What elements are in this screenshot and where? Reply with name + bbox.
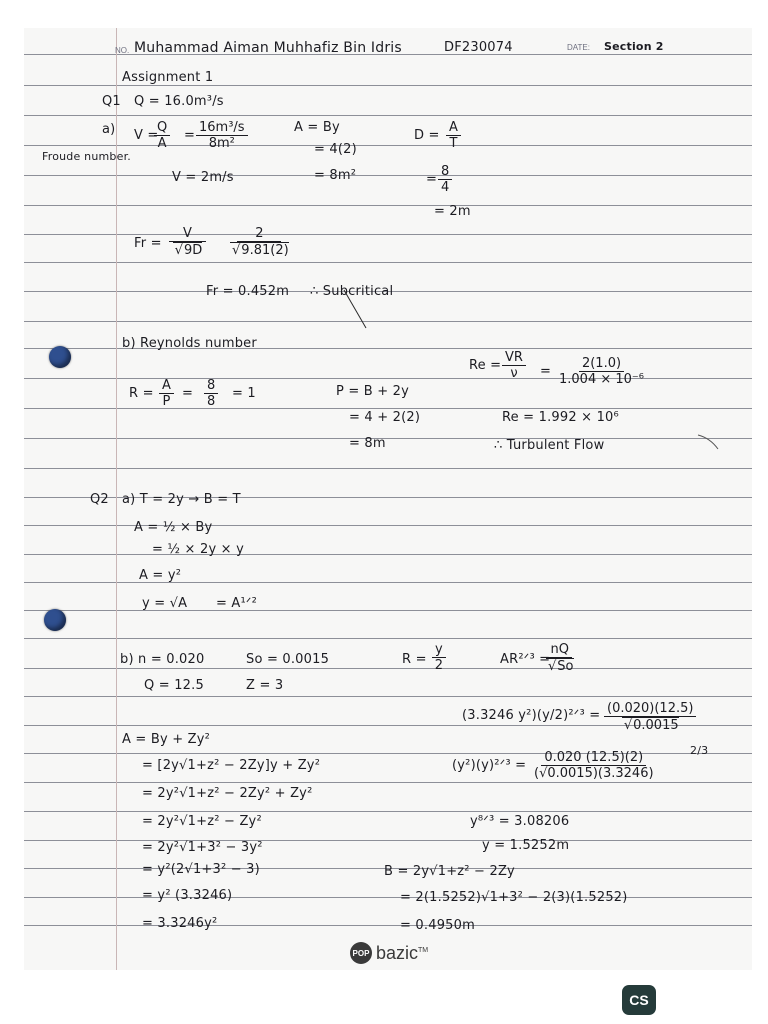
perimeter-substitution: = 4 + 2(2) <box>349 410 421 425</box>
ruled-line <box>24 175 752 176</box>
student-name: Muhammad Aiman Muhhafiz Bin Idris <box>134 40 402 56</box>
q2b-manning-denominator: √ So <box>546 658 574 674</box>
q2b-side-slope: Z = 3 <box>246 678 284 693</box>
area-line-8: = 3.3246y² <box>142 916 218 931</box>
ruled-line <box>24 610 752 611</box>
q2b-radius-numerator: y <box>432 642 446 658</box>
reynolds-vr-value: 2(1.0) <box>579 356 624 372</box>
area-value: 8m² <box>208 136 235 151</box>
reynolds-lhs: Re = <box>469 358 502 373</box>
depth-fraction-values <box>438 164 452 195</box>
froude-depth-value: √ 9.81(2) <box>230 242 289 258</box>
q2b-given1: b) n = 0.020 <box>120 652 205 667</box>
notebook-page <box>24 28 752 970</box>
kinematic-viscosity: 1.004 × 10⁻⁶ <box>559 372 644 387</box>
depth-denominator: T <box>449 136 458 151</box>
student-id: DF230074 <box>444 40 513 55</box>
velocity-numerator: Q <box>154 120 170 136</box>
q2b-substitution2-denominator: (√0.0015)(3.3246) <box>534 766 654 781</box>
no-label: NO. <box>115 46 130 55</box>
ruled-line <box>24 668 752 669</box>
depth-fraction <box>446 120 461 151</box>
perimeter-result: = 8m <box>349 436 386 451</box>
ruled-line <box>24 638 752 639</box>
q2b-y-power: y⁸ᐟ³ = 3.08206 <box>470 814 570 829</box>
radius-result: = 1 <box>232 386 256 401</box>
radius-lhs: R = <box>129 386 154 401</box>
ruled-line <box>24 582 752 583</box>
ruled-line <box>24 145 752 146</box>
ruled-line <box>24 321 752 322</box>
margin-line <box>116 28 117 970</box>
ruled-line <box>24 205 752 206</box>
brand-name <box>376 943 428 964</box>
q2b-manning-fraction <box>546 642 574 674</box>
q2a-line3: = ½ × 2y × y <box>152 542 244 557</box>
brand-wordmark: bazic <box>376 942 419 963</box>
trademark-mark: TM <box>418 946 429 954</box>
reynolds-numerator: VR <box>502 350 526 366</box>
depth-equals: = <box>426 172 438 187</box>
froude-fraction-values <box>230 226 289 258</box>
radius-perimeter-value: 8 <box>207 394 216 409</box>
pen-stroke <box>696 432 722 452</box>
q2b-substitution1-denominator: √ 0.0015 <box>622 717 679 733</box>
ruled-line <box>24 85 752 86</box>
area-formula: A = By <box>294 120 340 135</box>
froude-fraction <box>169 226 206 258</box>
q2a-line5b: = A¹ᐟ² <box>216 596 258 611</box>
width-line-2: = 2(1.5252)√1+3² − 2(3)(1.5252) <box>400 890 628 905</box>
velocity-fraction <box>154 120 170 151</box>
area-line-4: = 2y²√1+z² − Zy² <box>142 814 262 829</box>
depth-lhs: D = <box>414 128 440 143</box>
q2b-slope: So = 0.0015 <box>246 652 330 667</box>
perimeter-formula: P = B + 2y <box>336 384 410 399</box>
q2a-line5: y = √A <box>142 596 188 611</box>
q1-given: Q = 16.0m³/s <box>134 94 224 109</box>
area-line-1: A = By + Zy² <box>122 732 211 747</box>
date-label: DATE: <box>567 43 590 52</box>
reynolds-result: Re = 1.992 × 10⁶ <box>502 410 619 425</box>
q2b-substitution2-fraction <box>534 750 654 781</box>
area-line-3: = 2y²√1+z² − 2Zy² + Zy² <box>142 786 313 801</box>
velocity-fraction-values <box>196 120 248 151</box>
ruled-line <box>24 438 752 439</box>
reynolds-denominator: ν <box>510 366 518 381</box>
q1b-label: b) Reynolds number <box>122 336 257 351</box>
flow-regime: ∴ Subcritical <box>310 284 394 299</box>
ruled-line <box>24 262 752 263</box>
ruled-line <box>24 554 752 555</box>
depth-numerator: A <box>446 120 461 136</box>
area-line-2: = [2y√1+z² − 2Zy]y + Zy² <box>142 758 321 773</box>
pop-badge: POP <box>350 942 372 964</box>
depth-top-width: 4 <box>441 180 450 195</box>
velocity-lhs: V = <box>134 128 159 143</box>
radius-numerator: A <box>159 378 174 394</box>
width-line-3: = 0.4950m <box>400 918 475 933</box>
q2a-line2: A = ½ × By <box>134 520 213 535</box>
q2b-given2: Q = 12.5 <box>144 678 204 693</box>
area-line-5: = 2y²√1+3² − 3y² <box>142 840 263 855</box>
q2b-manning-numerator: nQ <box>548 642 572 658</box>
q2b-substitution2-numerator: 0.020 (12.5)(2) <box>541 750 646 766</box>
q2b-substitution2-lhs: (y²)(y)²ᐟ³ = <box>452 758 527 773</box>
date-value: Section 2 <box>604 40 664 53</box>
velocity-denominator: A <box>157 136 167 151</box>
q2b-radius-denominator: 2 <box>434 658 443 673</box>
camscanner-badge: CS <box>622 985 656 1015</box>
ruled-line <box>24 897 752 898</box>
area-substitution: = 4(2) <box>314 142 357 157</box>
radius-area-value: 8 <box>204 378 218 394</box>
ruled-line <box>24 840 752 841</box>
froude-lhs: Fr = <box>134 236 162 251</box>
q2b-manning-lhs: AR²ᐟ³ = <box>500 652 551 667</box>
radius-fraction <box>159 378 174 409</box>
radius-fraction-values <box>204 378 218 409</box>
pen-stroke <box>342 288 372 332</box>
assignment-title: Assignment 1 <box>122 70 214 85</box>
ruled-line <box>24 925 752 926</box>
area-line-7: = y² (3.3246) <box>142 888 233 903</box>
reynolds-fraction <box>502 350 526 381</box>
q2-label: Q2 <box>90 492 109 507</box>
flow-type: ∴ Turbulent Flow <box>494 438 605 453</box>
q2b-radius-fraction <box>432 642 446 673</box>
q2b-substitution1-numerator: (0.020)(12.5) <box>604 701 696 717</box>
q2b-substitution1-lhs: (3.3246 y²)(y/2)²ᐟ³ = <box>462 708 601 723</box>
ruled-line <box>24 468 752 469</box>
reynolds-equals: = <box>540 364 552 379</box>
q2a-line1: a) T = 2y → B = T <box>122 492 241 507</box>
ruled-line <box>24 782 752 783</box>
q2b-substitution2-exponent: 2/3 <box>690 744 709 757</box>
q1a-label: a) <box>102 122 116 137</box>
area-line-6: = y²(2√1+3² − 3) <box>142 862 260 877</box>
q1-label: Q1 <box>102 94 121 109</box>
popbazic-logo <box>350 942 428 964</box>
q2b-radius-lhs: R = <box>402 652 427 667</box>
ruled-line <box>24 696 752 697</box>
equals-sign: = <box>184 128 196 143</box>
binder-hole <box>44 609 66 631</box>
froude-result: Fr = 0.452m <box>206 284 290 299</box>
depth-result: = 2m <box>434 204 471 219</box>
ruled-line <box>24 811 752 812</box>
q2b-depth-result: y = 1.5252m <box>482 838 570 853</box>
radius-denominator: P <box>162 394 171 409</box>
q2a-line4: A = y² <box>139 568 182 583</box>
froude-denominator: √ 9D <box>173 242 203 258</box>
radius-equals: = <box>182 386 194 401</box>
q2b-substitution1-fraction <box>604 701 696 733</box>
ruled-line <box>24 234 752 235</box>
velocity-result: V = 2m/s <box>172 170 234 185</box>
ruled-line <box>24 408 752 409</box>
froude-numerator: V <box>169 226 206 242</box>
reynolds-fraction-values <box>559 356 644 387</box>
flow-value: 16m³/s <box>196 120 248 136</box>
binder-hole <box>49 346 71 368</box>
area-result: = 8m² <box>314 168 357 183</box>
depth-area-value: 8 <box>438 164 452 180</box>
froude-note: Froude number. <box>42 150 131 163</box>
ruled-line <box>24 115 752 116</box>
width-line-1: B = 2y√1+z² − 2Zy <box>384 864 515 879</box>
froude-velocity-value: 2 <box>237 226 281 242</box>
